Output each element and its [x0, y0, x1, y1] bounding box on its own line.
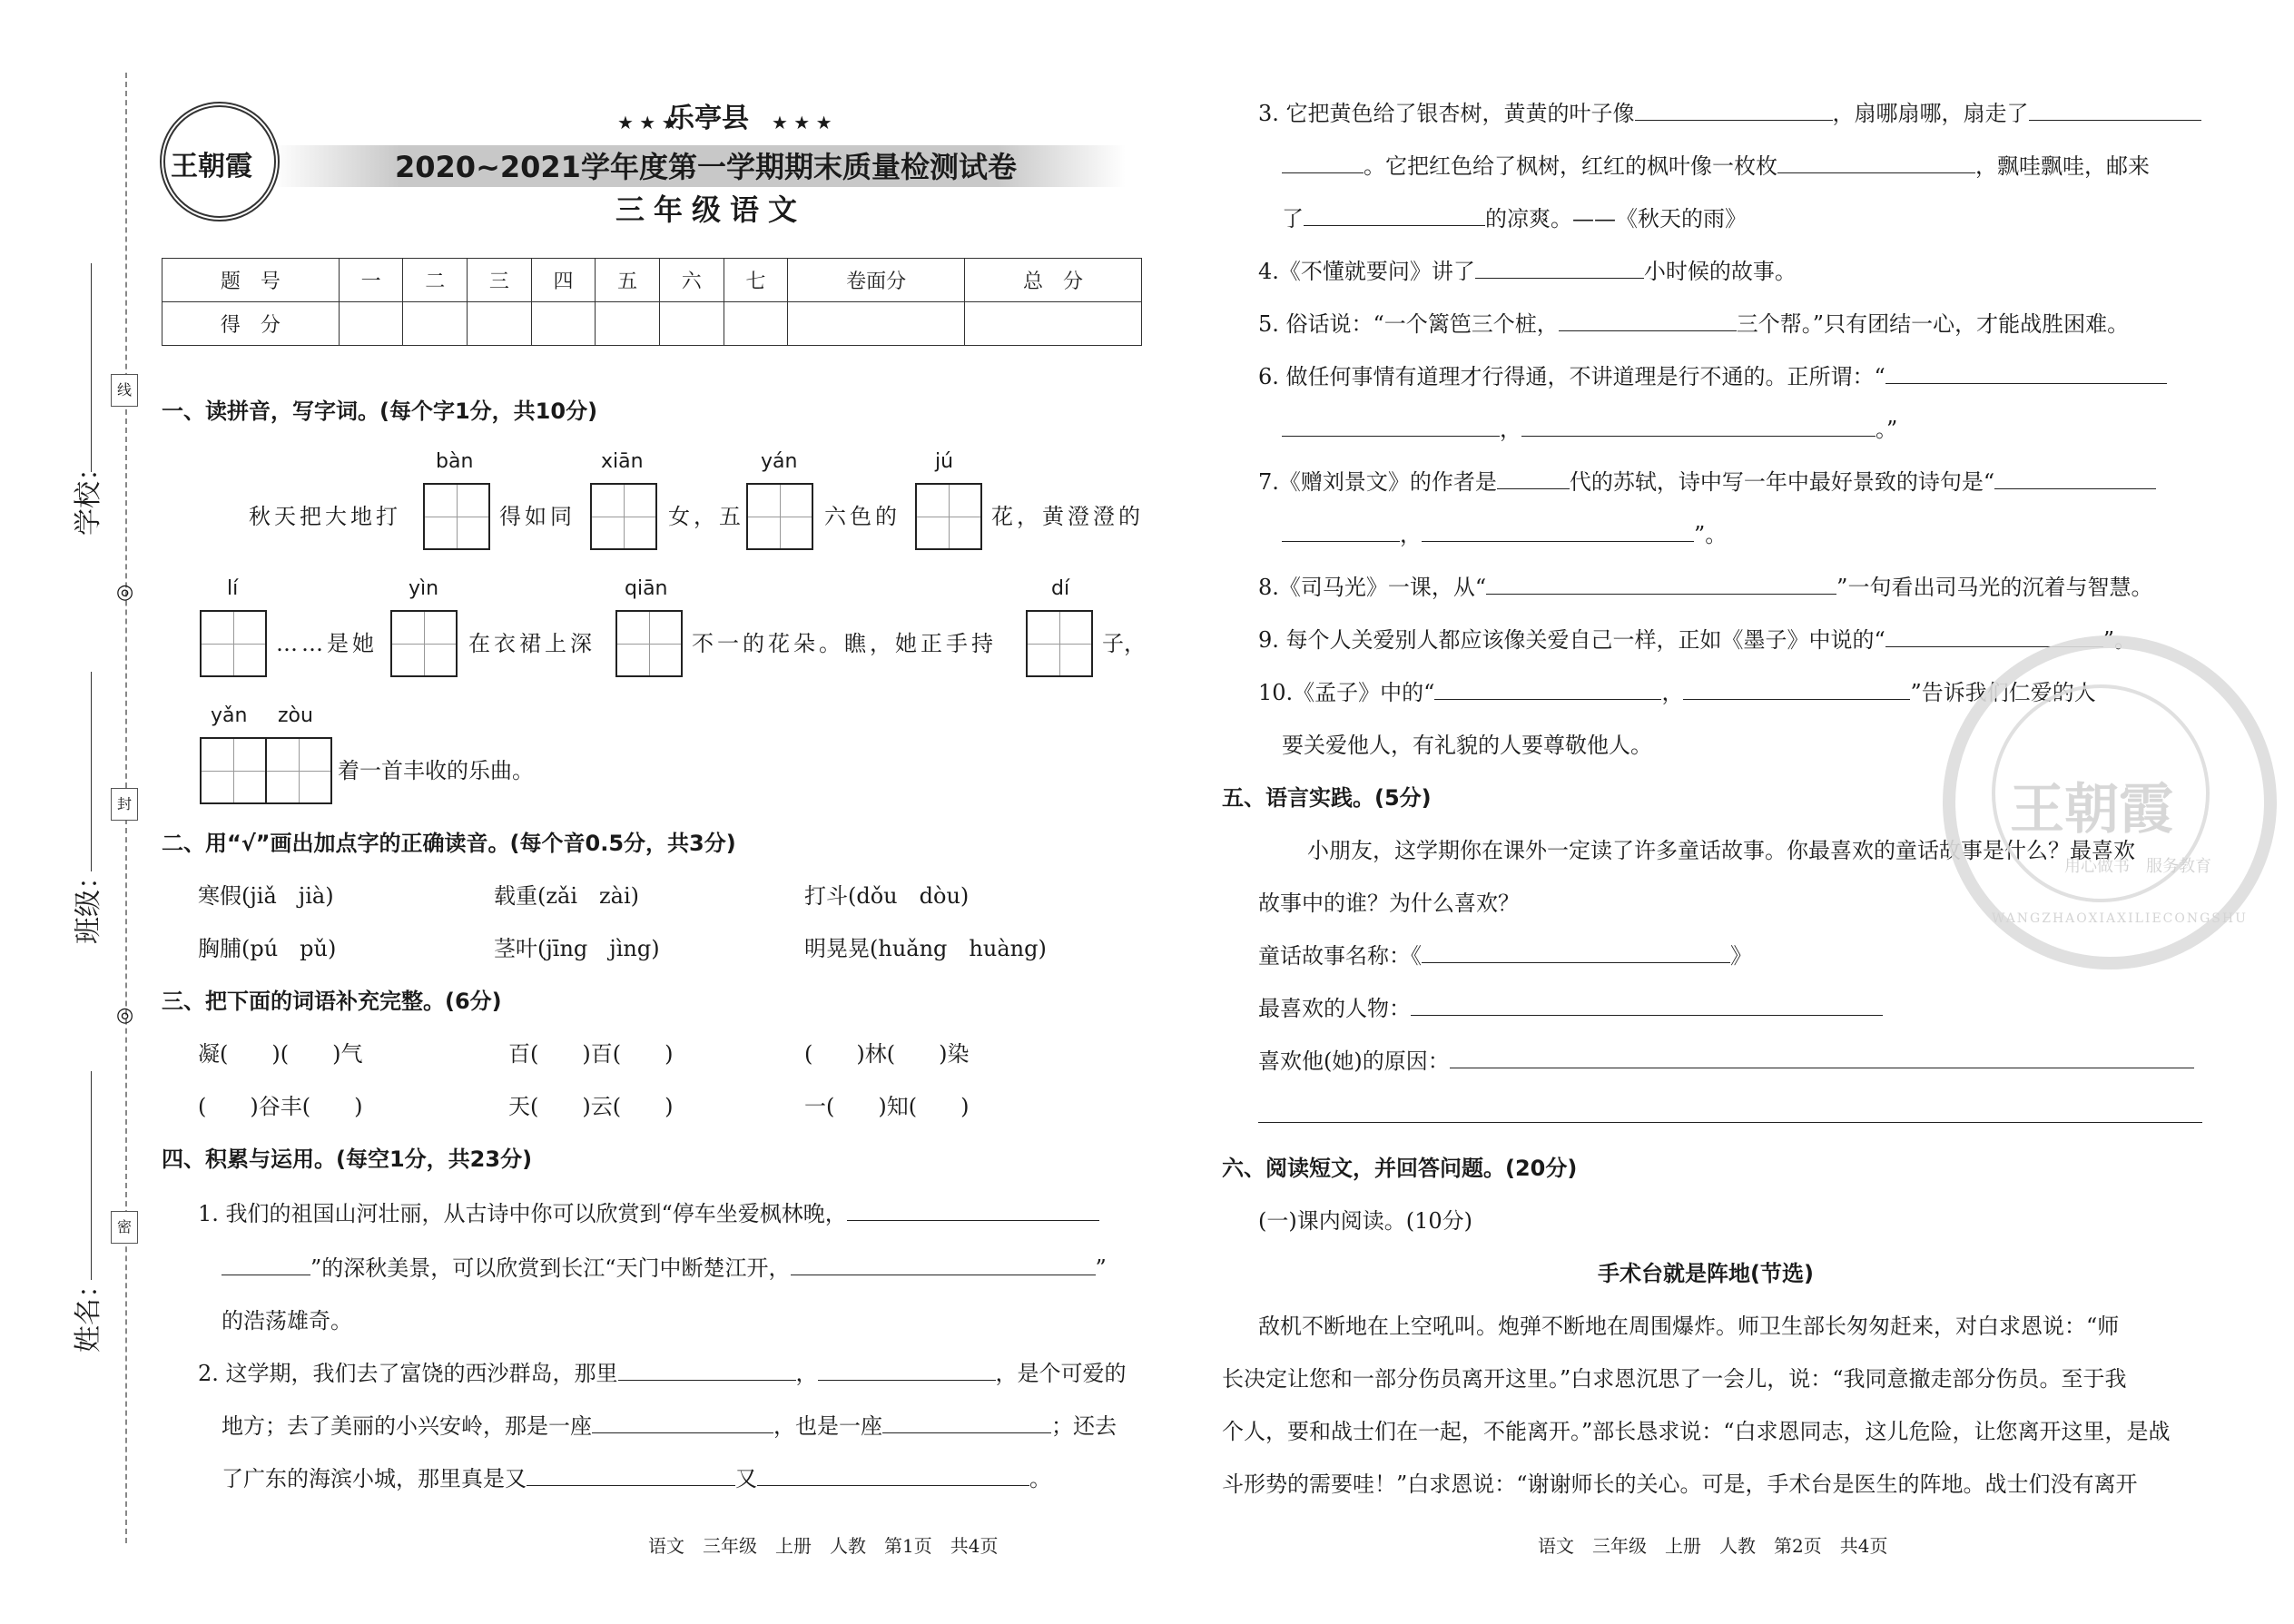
s1-text: 着一首丰收的乐曲。	[338, 758, 534, 783]
answer-blank[interactable]	[1994, 467, 2156, 489]
pinyin: qiān	[625, 577, 668, 600]
score-cell: 二	[403, 259, 468, 302]
binding-mark-xian: 线	[111, 374, 138, 407]
s1-text: 得如同	[499, 504, 576, 529]
question-3	[1258, 98, 2201, 129]
char-box[interactable]	[200, 737, 267, 804]
score-cell: 七	[724, 259, 788, 302]
char-box[interactable]	[590, 483, 657, 550]
s1-text: 不一的花朵。瞧，她正手持	[692, 631, 997, 656]
answer-blank[interactable]	[1521, 414, 1876, 437]
s1-text: 秋天把大地打	[249, 504, 401, 529]
field-label: 》	[1730, 943, 1752, 969]
idiom-blank[interactable]: ( )谷丰( )	[198, 1094, 363, 1119]
answer-blank[interactable]	[1304, 203, 1485, 226]
field-label: 童话故事名称：《	[1258, 943, 1422, 969]
section5-title: 五、语言实践。(5分)	[1222, 785, 1432, 811]
q-text: ，也是一座	[773, 1413, 882, 1439]
story-name-field	[1258, 940, 1752, 971]
score-value-row	[162, 302, 1142, 346]
q-text: 地方；去了美丽的小兴安岭，那是一座	[222, 1413, 592, 1439]
answer-blank[interactable]	[1683, 677, 1910, 700]
class-label: 班级：	[73, 862, 104, 944]
pinyin: lí	[227, 577, 239, 600]
q-text: ，	[1500, 417, 1521, 442]
q-text: ，	[1400, 522, 1422, 547]
answer-blank[interactable]	[1635, 98, 1833, 121]
score-cell: 得 分	[162, 302, 340, 346]
answer-blank[interactable]	[818, 1358, 996, 1381]
s1-text: 在衣裙上深	[468, 631, 596, 656]
q-text: 。	[1029, 1466, 1051, 1491]
answer-blank[interactable]	[1282, 414, 1500, 437]
question-2-end	[222, 1463, 1051, 1494]
binding-circle-icon: ◎	[116, 1004, 134, 1027]
idiom-blank[interactable]: 一( )知( )	[804, 1094, 970, 1119]
q-text: 三个帮。”只有团结一心，才能战胜困难。	[1736, 311, 2130, 337]
reading-option[interactable]: 载重(zǎi zài)	[494, 883, 639, 909]
article-line: 敌机不断地在上空吼叫。炮弹不断地在周围爆炸。师卫生部长匆匆赶来，对白求恩说：“师	[1258, 1314, 2120, 1339]
answer-blank[interactable]	[1885, 361, 2167, 384]
q-text: ，扇哪扇哪，扇走了	[1832, 101, 2029, 126]
q-text: 4.《不懂就要问》讲了	[1258, 259, 1475, 284]
idiom-blank[interactable]: 百( )百( )	[508, 1041, 674, 1067]
q-text: 。”	[1876, 417, 1898, 442]
reading-option[interactable]: 寒假(jiǎ jià)	[198, 883, 334, 909]
answer-blank[interactable]	[2029, 98, 2201, 121]
field-label: 喜欢他(她)的原因：	[1258, 1048, 1450, 1074]
char-box[interactable]	[423, 483, 490, 550]
answer-line[interactable]	[1258, 1122, 2202, 1123]
s1-text: 子，	[1102, 631, 1146, 656]
article-line: 斗形势的需要哇！”白求恩说：“谢谢师长的关心。可是，手术台是医生的阵地。战士们没有离开	[1222, 1471, 2138, 1497]
score-table	[162, 258, 1142, 346]
answer-blank[interactable]	[1497, 467, 1570, 489]
score-input[interactable]	[468, 302, 532, 346]
q-text: ，	[1661, 680, 1684, 705]
q-text: 3. 它把黄色给了银杏树，黄黄的叶子像	[1258, 101, 1635, 126]
pinyin: yán	[761, 450, 798, 473]
pinyin: dí	[1051, 577, 1070, 600]
answer-blank[interactable]	[1282, 519, 1400, 542]
name-field[interactable]	[91, 1071, 92, 1280]
pinyin: jú	[935, 450, 954, 473]
idiom-blank[interactable]: 凝( )( )气	[198, 1041, 363, 1067]
char-box[interactable]	[390, 610, 458, 677]
question-1	[198, 1198, 1099, 1229]
q-text: 。它把红色给了枫树，红红的枫叶像一枚枚	[1364, 153, 1777, 179]
answer-blank[interactable]	[1411, 993, 1883, 1016]
question-1-cont	[222, 1253, 1107, 1284]
section1-title: 一、读拼音，写字词。(每个字1分，共10分)	[162, 399, 598, 424]
score-input[interactable]	[724, 302, 788, 346]
q-text: ”的深秋美景，可以欣赏到长江“天门中断楚江开，	[310, 1255, 791, 1281]
answer-blank[interactable]	[1282, 151, 1364, 173]
watermark-slogan: 用心做书 服务教育	[2064, 857, 2211, 876]
q-text: 1. 我们的祖国山河壮丽，从古诗中你可以欣赏到“停车坐爱枫林晚，	[198, 1201, 847, 1226]
answer-blank[interactable]	[1450, 1046, 2194, 1068]
q-text: 又	[735, 1466, 757, 1491]
char-box[interactable]	[265, 737, 332, 804]
score-cell: 六	[659, 259, 724, 302]
section3-title: 三、把下面的词语补充完整。(6分)	[162, 989, 502, 1014]
q-text: 的凉爽。——《秋天的雨》	[1485, 206, 1747, 231]
question-7	[1258, 467, 2156, 497]
question-8	[1258, 572, 2152, 603]
question-6-cont	[1282, 414, 1897, 445]
s1-text: ……是她	[276, 631, 378, 656]
score-input[interactable]	[531, 302, 596, 346]
binding-circle-icon: ◎	[116, 581, 134, 604]
score-input[interactable]	[788, 302, 965, 346]
q-text: ；还去	[1051, 1413, 1117, 1439]
q-text: ”。	[2102, 627, 2137, 653]
score-cell: 五	[596, 259, 660, 302]
score-cell: 总 分	[965, 259, 1142, 302]
s5-prompt: 故事中的谁？为什么喜欢？	[1258, 891, 1520, 916]
answer-blank[interactable]	[1422, 519, 1694, 542]
question-4	[1258, 256, 1797, 287]
question-2	[198, 1358, 1127, 1389]
char-box[interactable]	[200, 610, 267, 677]
article-line: 个人，要和战士们在一起，不能离开。”部长恳求说：“白求恩同志，这儿危险，让您离开这里，是战	[1222, 1419, 2171, 1444]
q-text: ”。	[1694, 522, 1728, 547]
answer-blank[interactable]	[1559, 309, 1737, 331]
answer-blank[interactable]	[592, 1411, 773, 1433]
reason-field	[1258, 1046, 2194, 1077]
q-text: ”告诉我们仁爱的人	[1910, 680, 2096, 705]
s6-subtitle: (一)课内阅读。(10分)	[1258, 1208, 1472, 1234]
reading-option[interactable]: 打斗(dǒu dòu)	[804, 883, 970, 909]
school-label: 学校：	[73, 454, 104, 536]
field-label: 最喜欢的人物：	[1258, 996, 1411, 1021]
county-title: 乐亭县	[667, 103, 749, 134]
question-10	[1258, 677, 2096, 708]
answer-blank[interactable]	[1434, 677, 1661, 700]
footer-left: 语文 三年级 上册 人教 第1页 共4页	[648, 1535, 999, 1557]
section2-title: 二、用“√”画出加点字的正确读音。(每个音0.5分，共3分)	[162, 831, 736, 856]
character-field	[1258, 993, 1883, 1024]
name-label: 姓名：	[73, 1271, 104, 1353]
stars-right: ★ ★ ★	[772, 112, 832, 133]
watermark-ring-text: WANGZHAOXIAXILIECONGSHU	[1992, 911, 2248, 926]
question-3-cont	[1282, 151, 2150, 182]
answer-blank[interactable]	[882, 1411, 1051, 1433]
score-input[interactable]	[659, 302, 724, 346]
article-title: 手术台就是阵地(节选)	[1598, 1261, 1814, 1286]
s1-text: 六色的	[824, 504, 901, 529]
q-text: 8.《司马光》一课，从“	[1258, 575, 1487, 600]
publisher-logo	[160, 102, 280, 221]
pinyin: yìn	[409, 577, 439, 600]
footer-right: 语文 三年级 上册 人教 第2页 共4页	[1538, 1535, 1888, 1557]
q-text: 代的苏轼，诗中写一年中最好景致的诗句是“	[1569, 469, 1995, 495]
score-input[interactable]	[403, 302, 468, 346]
watermark-name: 王朝霞	[2010, 778, 2173, 842]
score-input[interactable]	[965, 302, 1142, 346]
reading-option[interactable]: 茎叶(jīng jìng)	[494, 936, 660, 961]
score-cell: 卷面分	[788, 259, 965, 302]
char-box[interactable]	[746, 483, 813, 550]
q-text: 5. 俗话说：“一个篱笆三个桩，	[1258, 311, 1559, 337]
question-9	[1258, 625, 2136, 655]
answer-blank[interactable]	[618, 1358, 796, 1381]
s1-text: 女，五	[668, 504, 744, 529]
char-box[interactable]	[615, 610, 683, 677]
pinyin: zòu	[278, 704, 313, 727]
score-cell: 一	[339, 259, 403, 302]
q-text: ，飘哇飘哇，邮来	[1975, 153, 2150, 179]
question-7-cont	[1282, 519, 1727, 550]
q-text: 小时候的故事。	[1643, 259, 1797, 284]
char-box[interactable]	[915, 483, 982, 550]
score-header-row	[162, 259, 1142, 302]
score-input[interactable]	[596, 302, 660, 346]
q-text: 10.《孟子》中的“	[1258, 680, 1435, 705]
pinyin: xiān	[601, 450, 644, 473]
idiom-blank[interactable]: ( )林( )染	[804, 1041, 970, 1067]
question-6	[1258, 361, 2167, 392]
class-field[interactable]	[91, 672, 92, 871]
stars-left: ★ ★ ★	[617, 112, 678, 133]
q-text: ”一句看出司马光的沉着与智慧。	[1836, 575, 2153, 600]
answer-blank[interactable]	[1777, 151, 1975, 173]
logo-text: 王朝霞	[171, 151, 252, 182]
school-field[interactable]	[91, 263, 92, 472]
s5-prompt: 小朋友，这学期你在课外一定读了许多童话故事。你最喜欢的童话故事是什么？最喜欢	[1307, 838, 2135, 863]
q-text: 7.《赠刘景文》的作者是	[1258, 469, 1497, 495]
answer-blank[interactable]	[1422, 940, 1730, 963]
pinyin: yǎn	[211, 704, 248, 727]
answer-blank[interactable]	[1486, 572, 1836, 595]
q-text: 9. 每个人关爱别人都应该像关爱自己一样，正如《墨子》中说的“	[1258, 627, 1885, 653]
question-3-end	[1282, 203, 1747, 234]
watermark-stamp	[1943, 635, 2277, 969]
reading-option[interactable]: 明晃晃(huǎng huàng)	[804, 936, 1047, 961]
idiom-blank[interactable]: 天( )云( )	[508, 1094, 674, 1119]
subject-title: 三年级语文	[615, 192, 807, 227]
section6-title: 六、阅读短文，并回答问题。(20分)	[1222, 1156, 1578, 1181]
question-5	[1258, 309, 2129, 340]
question-10-end: 要关爱他人，有礼貌的人要尊敬他人。	[1282, 733, 1652, 758]
q-text: ”	[1095, 1255, 1107, 1281]
char-box[interactable]	[1026, 610, 1093, 677]
binding-mark-feng: 封	[111, 788, 138, 821]
question-1-end: 的浩荡雄奇。	[222, 1308, 352, 1334]
score-cell: 题 号	[162, 259, 340, 302]
score-cell: 四	[531, 259, 596, 302]
answer-blank[interactable]	[222, 1253, 310, 1275]
article-line: 长决定让您和一部分伤员离开这里。”白求恩沉思了一会儿，说：“我同意撤走部分伤员。至于我	[1222, 1366, 2127, 1392]
question-2-cont	[222, 1411, 1117, 1442]
exam-title: 2020~2021学年度第一学期期末质量检测试卷	[395, 150, 1017, 184]
pinyin: bàn	[436, 450, 474, 473]
answer-blank[interactable]	[757, 1463, 1029, 1486]
score-cell: 三	[468, 259, 532, 302]
binding-mark-mi: 密	[111, 1211, 138, 1244]
q-text: ，是个可爱的	[995, 1361, 1127, 1386]
answer-blank[interactable]	[791, 1253, 1096, 1275]
s1-text: 花，黄澄澄的	[991, 504, 1144, 529]
q-text: ，	[795, 1361, 818, 1386]
q-text: 了广东的海滨小城，那里真是又	[222, 1466, 527, 1491]
q-text: 了	[1282, 206, 1304, 231]
score-input[interactable]	[339, 302, 403, 346]
reading-option[interactable]: 胸脯(pú pǔ)	[198, 936, 337, 961]
answer-blank[interactable]	[1475, 256, 1644, 279]
section4-title: 四、积累与运用。(每空1分，共23分)	[162, 1147, 533, 1172]
answer-blank[interactable]	[847, 1198, 1099, 1221]
q-text: 6. 做任何事情有道理才行得通，不讲道理是行不通的。正所谓：“	[1258, 364, 1885, 389]
answer-blank[interactable]	[527, 1463, 735, 1486]
q-text: 2. 这学期，我们去了富饶的西沙群岛，那里	[198, 1361, 618, 1386]
